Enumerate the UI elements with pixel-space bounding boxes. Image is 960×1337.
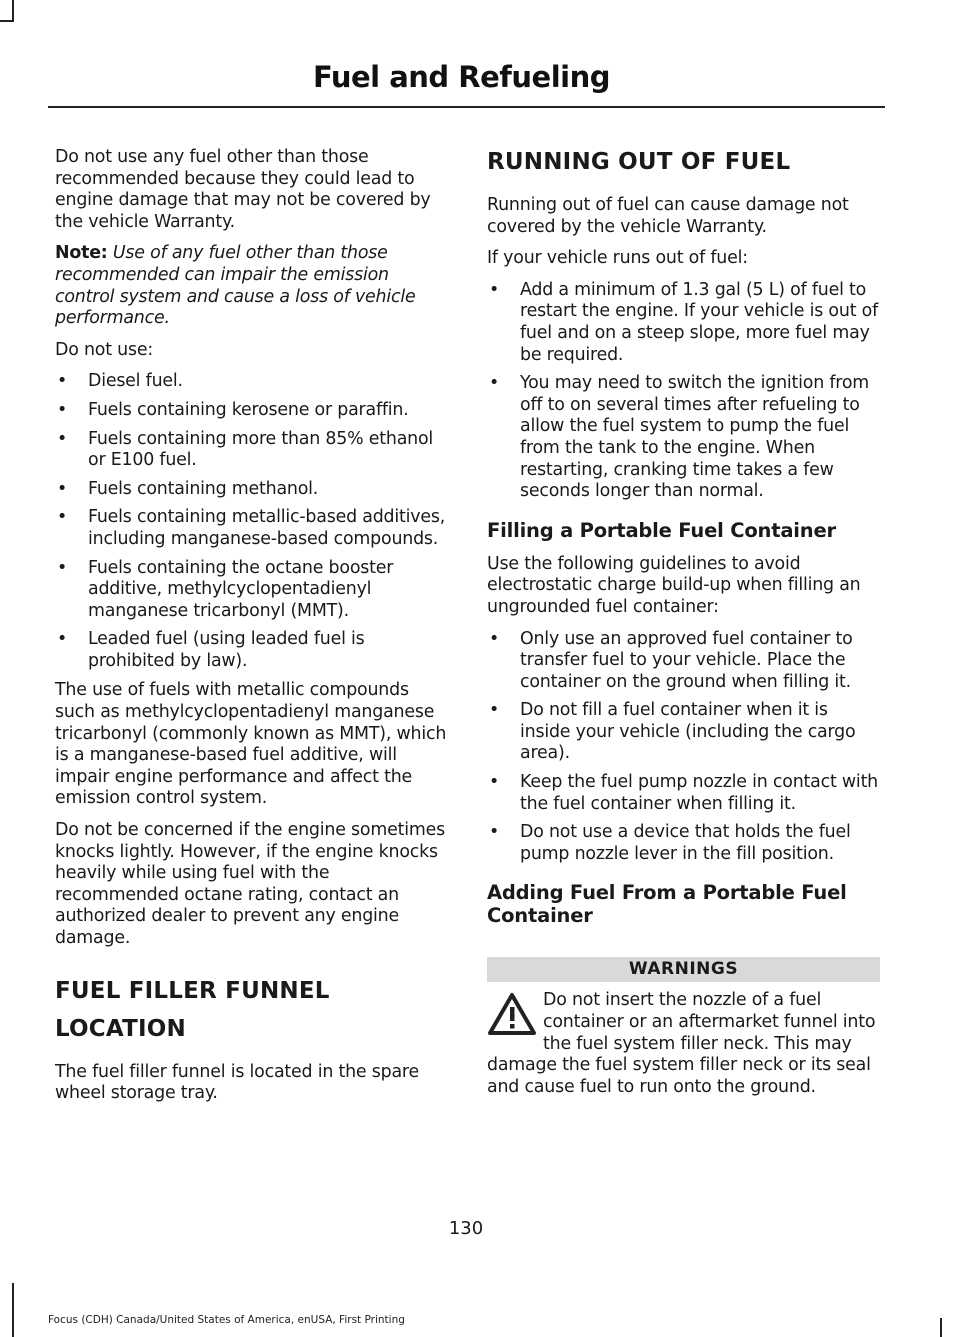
heading-line: LOCATION [55, 1015, 186, 1042]
crop-mark [12, 1283, 14, 1337]
note-text: Use of any fuel other than those recommended can impair the emission control system and cause a loss of vehicle performance. [55, 243, 416, 329]
list-item: • Fuels containing kerosene or paraffin. [55, 400, 448, 422]
list-item: • You may need to switch the ignition from off to on several times after refueling to allow the fuel system to pump the fuel from the tank to the engine. When restarting, cranking time takes a few seconds longer than normal. [487, 373, 880, 503]
warning-block [487, 990, 880, 1098]
list-item: • Only use an approved fuel container to transfer fuel to your vehicle. Place the container on the ground when filling it. [487, 629, 880, 694]
paragraph: The use of fuels with metallic compounds such as methylcyclopentadienyl manganese tricarbonyl (commonly known as MMT), which is a manganese-based fuel additive, will impair engine performance and affect the emission control system. [55, 680, 447, 809]
list-item: • Do not fill a fuel container when it is inside your vehicle (including the cargo area). [487, 700, 880, 765]
paragraph: Do not use: [55, 339, 154, 360]
page-header-title: Fuel and Refueling [312, 60, 610, 94]
list-item: • Fuels containing more than 85% ethanol or E100 fuel. [55, 429, 448, 472]
list-item: • Do not use a device that holds the fuel pump nozzle lever in the fill position. [487, 822, 880, 865]
paragraph: Do not be concerned if the engine sometimes knocks lightly. However, if the engine knocks heavily while using fuel with the recommended octane rating, contact an authorized dealer to prevent any engine damage. [55, 820, 445, 948]
page-number: 130 [448, 1218, 484, 1239]
paragraph: Do not use any fuel other than those recommended because they could lead to engine damage that may not be covered by the vehicle Warranty. [55, 147, 431, 232]
right-column [487, 147, 880, 1098]
section-heading: RUNNING OUT OF FUEL [487, 149, 791, 175]
do-not-use-list [55, 371, 448, 672]
section-heading [55, 976, 448, 1044]
subsection-heading: Adding Fuel From a Portable Fuel Container [487, 881, 847, 928]
out-of-fuel-list [487, 280, 880, 503]
crop-mark [940, 1318, 942, 1337]
warning-text: Do not insert the nozzle of a fuel container or an aftermarket funnel into the fuel system filler neck. This may damage the fuel system filler neck or its seal and cause fuel to run onto the ground. [487, 990, 876, 1097]
paragraph: Running out of fuel can cause damage not covered by the vehicle Warranty. [487, 195, 849, 237]
list-item: • Leaded fuel (using leaded fuel is prohibited by law). [55, 629, 448, 672]
list-item: • Fuels containing the octane booster additive, methylcyclopentadienyl manganese tricarbonyl (MMT). [55, 558, 448, 623]
list-item: • Fuels containing metallic-based additives, including manganese-based compounds. [55, 507, 448, 550]
paragraph: The fuel filler funnel is located in the spare wheel storage tray. [55, 1061, 419, 1104]
paragraph: If your vehicle runs out of fuel: [487, 248, 748, 269]
crop-mark [0, 20, 14, 22]
list-item: • Fuels containing methanol. [55, 479, 448, 501]
subsection-heading: Filling a Portable Fuel Container [487, 518, 836, 542]
crop-mark [12, 0, 14, 22]
footer-text: Focus (CDH) Canada/United States of America, enUSA, First Printing [48, 1314, 405, 1326]
warnings-bar: WARNINGS [487, 957, 880, 982]
left-column [55, 147, 448, 1115]
container-guidelines-list [487, 629, 880, 866]
warning-triangle-icon [487, 992, 537, 1036]
paragraph: Use the following guidelines to avoid electrostatic charge build-up when filling an ungrounded fuel container: [487, 553, 861, 617]
note [55, 243, 448, 329]
list-item: • Keep the fuel pump nozzle in contact with the fuel container when filling it. [487, 772, 880, 815]
heading-line: FUEL FILLER FUNNEL [55, 977, 330, 1004]
header-rule [48, 106, 885, 108]
list-item: • Add a minimum of 1.3 gal (5 L) of fuel to restart the engine. If your vehicle is out of fuel and on a steep slope, more fuel may be required. [487, 280, 880, 366]
note-label: Note: [55, 243, 108, 264]
list-item: • Diesel fuel. [55, 371, 448, 393]
